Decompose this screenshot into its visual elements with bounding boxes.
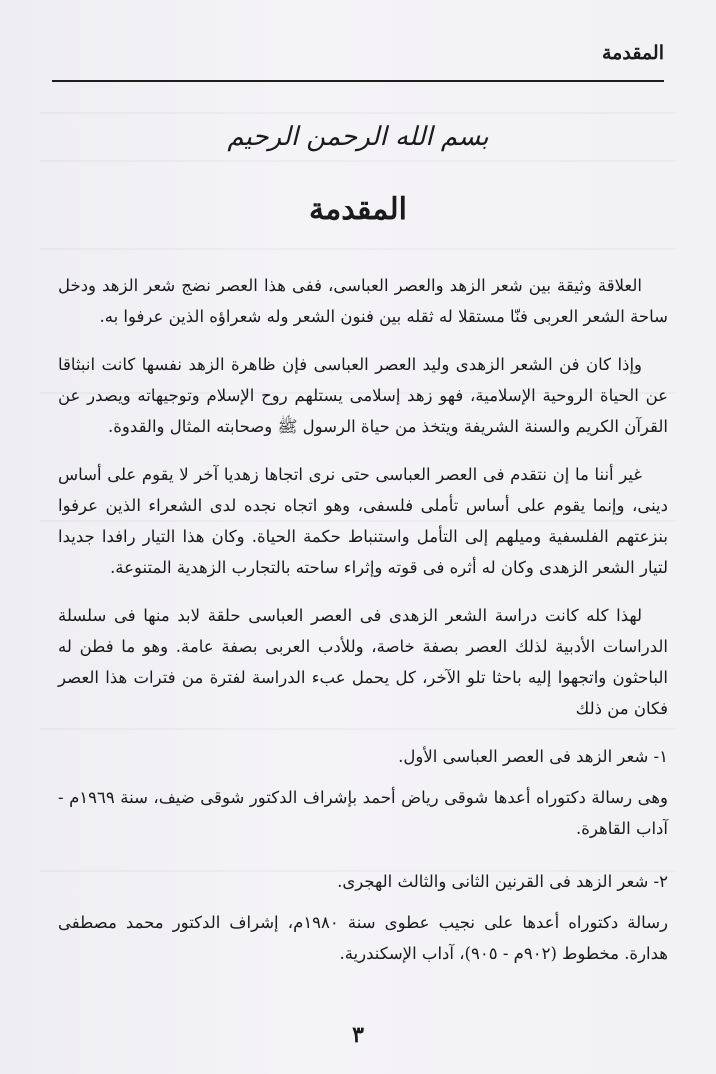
running-header: المقدمة (601, 42, 664, 64)
page-title: المقدمة (309, 192, 407, 227)
paragraph: العلاقة وثيقة بين شعر الزهد والعصر العباسى، ففى هذا العصر نضج شعر الزهد ودخل ساحة الشعر العربى فنّا مستقلا له ثقله بين فنون الشعر وله شعراؤه الذين عرفوا به. (58, 276, 668, 326)
header-divider (52, 80, 664, 82)
study-description: وهى رسالة دكتوراه أعدها شوقى رياض أحمد بإشراف الدكتور شوقى ضيف، سنة ١٩٦٩م - آداب القاهرة. (58, 788, 668, 838)
study-description: رسالة دكتوراه أعدها على نجيب عطوى سنة ١٩٨٠م، إشراف الدكتور محمد مصطفى هدارة. مخطوط (٩٠٢م - ٩٠٥)، آداب الإسكندرية. (58, 913, 668, 963)
study-heading: ٢- شعر الزهد فى القرنين الثانى والثالث الهجرى. (337, 872, 668, 891)
body-text (58, 270, 668, 991)
paragraph: وإذا كان فن الشعر الزهدى وليد العصر العباسى فإن ظاهرة الزهد نفسها كانت انبثاقا عن الحياة الروحية الإسلامية، فهو زهد إسلامى يستلهم روح الإسلام وتوجيهاته ويصدر عن القرآن الكريم والسنة الشريفة ويتخذ من حياة الرسول ﷺ وصحابته المثال والقدوة. (58, 355, 668, 436)
paragraph: لهذا كله كانت دراسة الشعر الزهدى فى العصر العباسى حلقة لابد منها فى سلسلة الدراسات الأدبية لذلك العصر بصفة خاصة، وللأدب العربى بصفة عامة. وهو ما فطن له الباحثون واتجهوا إليه باحثا تلو الآخر، كل يحمل عبء الدراسة لفترة من فترات هذا العصر فكان من ذلك (58, 606, 668, 718)
page-number: ٣ (352, 1022, 364, 1048)
bleed-through-line (40, 248, 676, 250)
study-heading: ١- شعر الزهد فى العصر العباسى الأول. (398, 747, 668, 766)
bleed-through-line (40, 160, 676, 162)
bleed-through-line (40, 112, 676, 114)
paragraph: غير أننا ما إن نتقدم فى العصر العباسى حتى نرى اتجاها زهديا آخر لا يقوم على أساس دينى، وإنما يقوم على أساس تأملى فلسفى، وهو اتجاه نجده لدى الشعراء الذين عرفوا بنزعتهم الفلسفية وميلهم إلى التأمل واستنباط حكمة الحياة. وكان هذا التيار رافدا جديدا لتيار الشعر الزهدى وكان له أثره فى قوته وإثراء ساحته بالتجارب الزهدية المتنوعة. (58, 465, 668, 577)
basmala-calligraphy: بسم الله الرحمن الرحيم (227, 122, 489, 152)
